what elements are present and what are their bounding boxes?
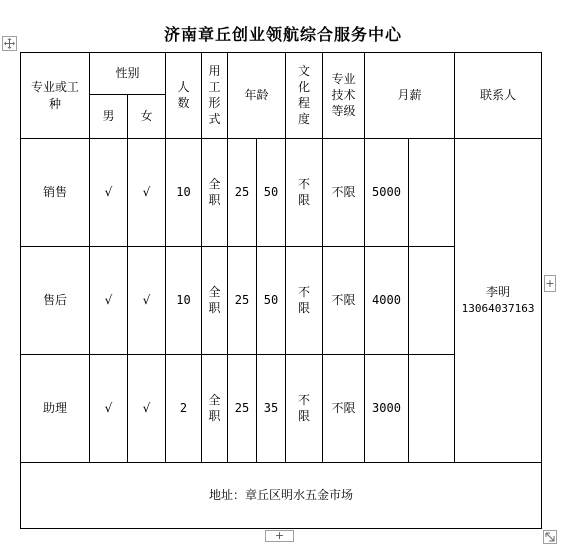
header-row xyxy=(21,53,542,95)
cell-job: 销售 xyxy=(21,139,90,247)
cell-female: √ xyxy=(128,355,166,463)
cell-skill: 不限 xyxy=(323,355,365,463)
address-row xyxy=(21,463,542,529)
cell-skill: 不限 xyxy=(323,139,365,247)
cell-female: √ xyxy=(128,247,166,355)
cell-contact xyxy=(455,139,542,463)
cell-job: 售后 xyxy=(21,247,90,355)
cell-count: 2 xyxy=(166,355,202,463)
header-education: 文化程度 xyxy=(286,53,323,139)
cell-male: √ xyxy=(90,355,128,463)
table-row xyxy=(21,139,542,247)
header-count: 人数 xyxy=(166,53,202,139)
header-job: 专业或工种 xyxy=(21,53,90,139)
cell-job: 助理 xyxy=(21,355,90,463)
resize-icon xyxy=(545,532,555,542)
cell-employment: 全职 xyxy=(202,355,228,463)
cell-education: 不限 xyxy=(286,355,323,463)
cell-male: √ xyxy=(90,247,128,355)
header-contact: 联系人 xyxy=(455,53,542,139)
cell-count: 10 xyxy=(166,247,202,355)
address-cell: 地址：章丘区明水五金市场 xyxy=(21,463,542,529)
cell-employment: 全职 xyxy=(202,139,228,247)
header-salary: 月薪 xyxy=(365,53,455,139)
header-employment: 用工形式 xyxy=(202,53,228,139)
header-gender: 性别 xyxy=(90,53,166,95)
header-male: 男 xyxy=(90,95,128,139)
recruitment-table xyxy=(20,52,542,529)
contact-phone: 13064037163 xyxy=(461,302,535,316)
cell-salary: 5000 xyxy=(365,139,409,247)
add-row-button[interactable]: + xyxy=(265,530,294,542)
cell-skill: 不限 xyxy=(323,247,365,355)
cell-age-max: 50 xyxy=(257,247,286,355)
cell-salary: 3000 xyxy=(365,355,409,463)
cell-age-min: 25 xyxy=(228,355,257,463)
cell-salary-extra xyxy=(409,355,455,463)
add-column-button[interactable]: + xyxy=(545,277,555,290)
cell-count: 10 xyxy=(166,139,202,247)
header-female: 女 xyxy=(128,95,166,139)
cell-salary-extra xyxy=(409,139,455,247)
document-title: 济南章丘创业领航综合服务中心 xyxy=(163,25,402,44)
cell-male: √ xyxy=(90,139,128,247)
table-move-handle[interactable] xyxy=(2,36,17,51)
cell-employment: 全职 xyxy=(202,247,228,355)
cell-age-max: 35 xyxy=(257,355,286,463)
move-icon xyxy=(4,38,15,49)
table-resize-handle[interactable] xyxy=(543,530,557,544)
cell-age-min: 25 xyxy=(228,247,257,355)
cell-salary-extra xyxy=(409,247,455,355)
cell-education: 不限 xyxy=(286,247,323,355)
contact-name: 李明 xyxy=(486,285,511,300)
cell-education: 不限 xyxy=(286,139,323,247)
header-age: 年龄 xyxy=(228,53,286,139)
cell-female: √ xyxy=(128,139,166,247)
cell-salary: 4000 xyxy=(365,247,409,355)
cell-age-max: 50 xyxy=(257,139,286,247)
header-skill: 专业技术等级 xyxy=(323,53,365,139)
cell-age-min: 25 xyxy=(228,139,257,247)
